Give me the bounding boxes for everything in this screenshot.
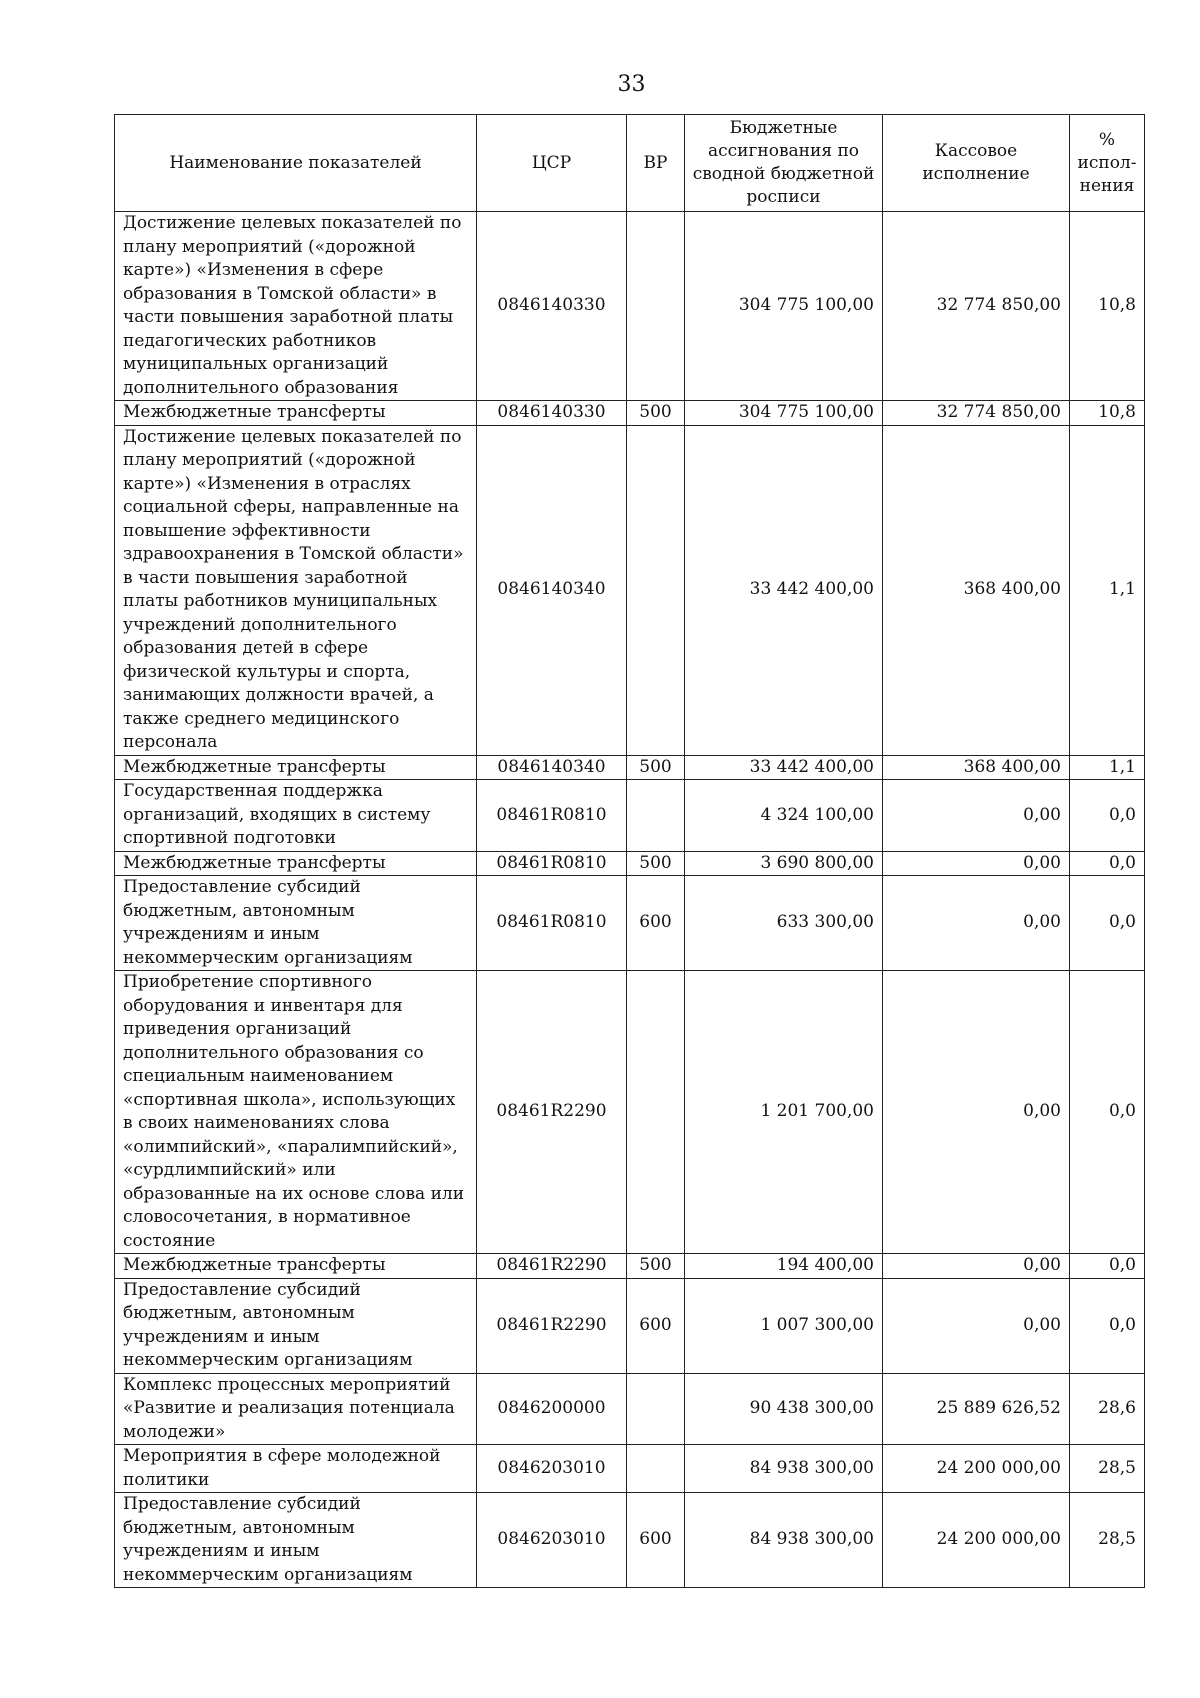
row-pct: 10,8 <box>1070 212 1145 401</box>
row-vr: 500 <box>627 401 685 426</box>
table-row <box>115 1445 1145 1493</box>
row-cash: 24 200 000,00 <box>883 1445 1070 1493</box>
row-pct: 0,0 <box>1070 1254 1145 1279</box>
header-budget: Бюджетные ассигнования по сводной бюджетной росписи <box>685 115 883 212</box>
table-row <box>115 1373 1145 1445</box>
row-csr: 0846200000 <box>477 1373 627 1445</box>
row-budget: 304 775 100,00 <box>685 401 883 426</box>
row-vr <box>627 425 685 755</box>
row-pct: 10,8 <box>1070 401 1145 426</box>
row-cash: 32 774 850,00 <box>883 212 1070 401</box>
row-vr <box>627 212 685 401</box>
row-vr <box>627 1373 685 1445</box>
table-body <box>115 212 1145 1588</box>
row-csr: 08461R2290 <box>477 971 627 1254</box>
row-pct: 28,5 <box>1070 1445 1145 1493</box>
row-vr <box>627 780 685 852</box>
row-vr <box>627 971 685 1254</box>
row-vr: 600 <box>627 876 685 971</box>
row-csr: 0846203010 <box>477 1493 627 1588</box>
row-vr: 600 <box>627 1278 685 1373</box>
row-name: Межбюджетные трансферты <box>115 851 477 876</box>
table-header-row <box>115 115 1145 212</box>
row-cash: 32 774 850,00 <box>883 401 1070 426</box>
row-name: Достижение целевых показателей по плану мероприятий («дорожной карте») «Изменения в сфере образования в Томской области» в части повышения заработной платы педагогических работников муниципальных организаций дополнительного образования <box>115 212 477 401</box>
row-budget: 3 690 800,00 <box>685 851 883 876</box>
row-name: Межбюджетные трансферты <box>115 1254 477 1279</box>
row-cash: 0,00 <box>883 851 1070 876</box>
row-pct: 28,5 <box>1070 1493 1145 1588</box>
row-vr: 600 <box>627 1493 685 1588</box>
row-csr: 0846140340 <box>477 425 627 755</box>
row-cash: 0,00 <box>883 971 1070 1254</box>
row-budget: 194 400,00 <box>685 1254 883 1279</box>
row-vr: 500 <box>627 755 685 780</box>
header-pct: % испол-нения <box>1070 115 1145 212</box>
header-vr: ВР <box>627 115 685 212</box>
row-name: Межбюджетные трансферты <box>115 401 477 426</box>
table-row <box>115 1254 1145 1279</box>
header-cash: Кассовое исполнение <box>883 115 1070 212</box>
row-name: Достижение целевых показателей по плану мероприятий («дорожной карте») «Изменения в отраслях социальной сферы, направленные на повышение эффективности здравоохранения в Томской области» в части повышения заработной платы работников муниципальных учреждений дополнительного образования детей в сфере физической культуры и спорта, занимающих должности врачей, а также среднего медицинского персонала <box>115 425 477 755</box>
row-name: Предоставление субсидий бюджетным, автономным учреждениям и иным некоммерческим организациям <box>115 1278 477 1373</box>
row-csr: 08461R2290 <box>477 1254 627 1279</box>
budget-execution-table <box>114 114 1145 1588</box>
table-row <box>115 212 1145 401</box>
row-csr: 08461R0810 <box>477 780 627 852</box>
row-pct: 0,0 <box>1070 851 1145 876</box>
row-name: Предоставление субсидий бюджетным, автономным учреждениям и иным некоммерческим организациям <box>115 1493 477 1588</box>
table-row <box>115 780 1145 852</box>
table-row <box>115 425 1145 755</box>
page-number: 33 <box>617 72 646 97</box>
row-name: Государственная поддержка организаций, входящих в систему спортивной подготовки <box>115 780 477 852</box>
header-csr: ЦСР <box>477 115 627 212</box>
row-pct: 0,0 <box>1070 971 1145 1254</box>
row-cash: 24 200 000,00 <box>883 1493 1070 1588</box>
row-cash: 368 400,00 <box>883 755 1070 780</box>
table-row <box>115 1278 1145 1373</box>
row-csr: 08461R0810 <box>477 876 627 971</box>
table-row <box>115 971 1145 1254</box>
table-row <box>115 851 1145 876</box>
row-budget: 4 324 100,00 <box>685 780 883 852</box>
row-name: Межбюджетные трансферты <box>115 755 477 780</box>
row-pct: 0,0 <box>1070 1278 1145 1373</box>
row-budget: 33 442 400,00 <box>685 425 883 755</box>
row-csr: 08461R0810 <box>477 851 627 876</box>
row-csr: 08461R2290 <box>477 1278 627 1373</box>
row-vr <box>627 1445 685 1493</box>
row-cash: 25 889 626,52 <box>883 1373 1070 1445</box>
row-name: Предоставление субсидий бюджетным, автономным учреждениям и иным некоммерческим организациям <box>115 876 477 971</box>
table-row <box>115 401 1145 426</box>
row-csr: 0846140330 <box>477 212 627 401</box>
row-cash: 0,00 <box>883 1278 1070 1373</box>
row-csr: 0846203010 <box>477 1445 627 1493</box>
row-name: Комплекс процессных мероприятий «Развитие и реализация потенциала молодежи» <box>115 1373 477 1445</box>
table-row <box>115 755 1145 780</box>
row-budget: 1 007 300,00 <box>685 1278 883 1373</box>
table-row <box>115 876 1145 971</box>
row-pct: 0,0 <box>1070 876 1145 971</box>
row-pct: 0,0 <box>1070 780 1145 852</box>
row-budget: 33 442 400,00 <box>685 755 883 780</box>
row-vr: 500 <box>627 851 685 876</box>
row-cash: 0,00 <box>883 1254 1070 1279</box>
row-budget: 1 201 700,00 <box>685 971 883 1254</box>
row-cash: 0,00 <box>883 780 1070 852</box>
row-cash: 0,00 <box>883 876 1070 971</box>
row-cash: 368 400,00 <box>883 425 1070 755</box>
row-pct: 1,1 <box>1070 425 1145 755</box>
row-pct: 28,6 <box>1070 1373 1145 1445</box>
row-pct: 1,1 <box>1070 755 1145 780</box>
row-budget: 84 938 300,00 <box>685 1493 883 1588</box>
row-budget: 304 775 100,00 <box>685 212 883 401</box>
row-csr: 0846140340 <box>477 755 627 780</box>
row-name: Мероприятия в сфере молодежной политики <box>115 1445 477 1493</box>
row-vr: 500 <box>627 1254 685 1279</box>
row-csr: 0846140330 <box>477 401 627 426</box>
row-name: Приобретение спортивного оборудования и инвентаря для приведения организаций дополнительного образования со специальным наименованием «спортивная школа», использующих в своих наименованиях слова «олимпийский», «паралимпийский», «сурдлимпийский» или образованные на их основе слова или словосочетания, в нормативное состояние <box>115 971 477 1254</box>
row-budget: 90 438 300,00 <box>685 1373 883 1445</box>
table-row <box>115 1493 1145 1588</box>
row-budget: 633 300,00 <box>685 876 883 971</box>
header-name: Наименование показателей <box>115 115 477 212</box>
row-budget: 84 938 300,00 <box>685 1445 883 1493</box>
